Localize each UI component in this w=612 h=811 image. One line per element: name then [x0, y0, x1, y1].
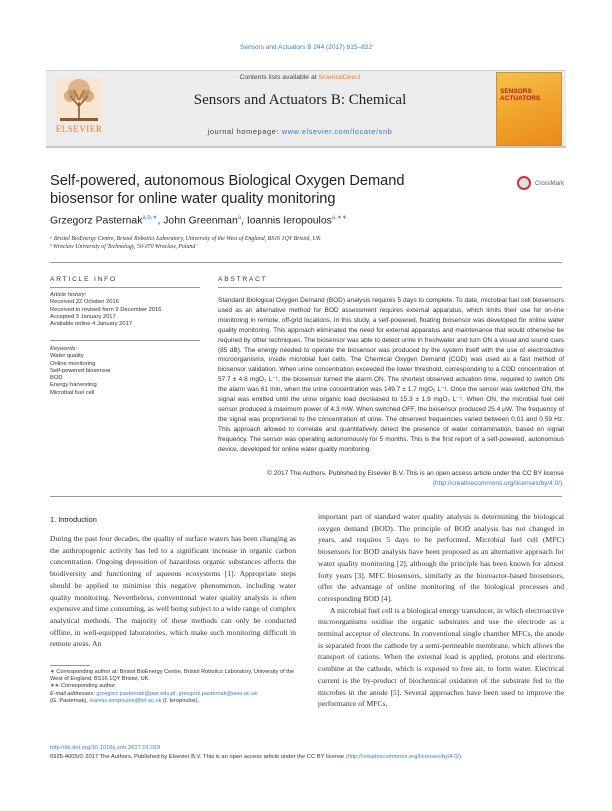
- author-affiliation-marker[interactable]: a,b,∗: [142, 215, 158, 221]
- issn-license-link[interactable]: (http://creativecommons.org/licenses/by/4.0/).: [345, 754, 463, 760]
- body-right-column: [318, 511, 564, 710]
- body-paragraph: important part of standard water quality analysis is determining the biological oxygen demand (BOD). The principle of BOD analysis has not changed in years, and requires 5 days to be performed. Microbial fuel cell (MFC) biosensors for BOD analysis have been proposed as an alternative approach for water quality monitoring [2], although the principle has been known for almost forty years [3]. MFC biosensors, similarly as the bioreactor-based biosensors, offer the advantage of online monitoring of the biological processes and corresponding BOD [4].: [318, 512, 564, 603]
- history-item: Received in revised form 9 December 2016: [50, 306, 162, 313]
- homepage-link[interactable]: www.elsevier.com/locate/snb: [281, 127, 393, 136]
- crossmark-label[interactable]: CrossMark: [535, 181, 565, 187]
- body-paragraph: A microbial fuel cell is a biological energy transducer, in which electroactive microorganisms oxidise the organic substrates and use the electrode as a terminal acceptor of electrons. In conventional single chamber MFCs, the anode is separated from the cathode by a semi-permeable membrane, which allows the transport of cations. When the external load is applied, protons and electrons combine at the cathode, which is exposed to free air, to form water. Electrical current is the by-product of biochemical oxidation of the substrate fed to the microbes in the anode [5]. Several approaches have been used to improve the performance of MFCs,: [318, 605, 564, 709]
- abstract-end-divider: [50, 496, 562, 497]
- section-heading-introduction: 1. Introduction: [50, 515, 97, 524]
- email-name: (I. Ieropoulos).: [161, 697, 200, 704]
- keyword: Water quality: [50, 353, 84, 360]
- article-title: Self-powered, autonomous Biological Oxygen Demand biosensor for online water quality monitoring: [50, 173, 405, 207]
- author-name[interactable]: Ioannis Ieropoulos: [246, 215, 332, 227]
- author-list: Grzegorz Pasternak$^{a,b,∗}$, John Greenman$^a$, Ioannis Ieropoulos$^{a,∗∗}$: [50, 215, 347, 227]
- keyword: BOD: [50, 375, 63, 382]
- homepage-prefix: journal homepage:: [207, 127, 282, 136]
- keyword: Microbial fuel cell: [50, 389, 95, 396]
- copyright-text: © 2017 The Authors. Published by Elsevier B.V. This is an open access article under the CC BY license: [267, 470, 564, 477]
- journal-homepage-line: [110, 127, 490, 136]
- abstract-heading: ABSTRACT: [218, 276, 268, 283]
- corresponding-author-note: ∗ Corresponding author at: Bristol BioEnergy Centre, Bristol Robotics Laboratory, University of the West of England, BS16 1QY Bristol, UK.: [50, 669, 294, 683]
- publisher-logo-text: ELSEVIER: [55, 124, 103, 134]
- body-left-paragraph: During the past four decades, the quality of surface waters has been changing as the anthropogenic activity has led to a significant increase in organic carbon concentration. Ongoing deposition of hazardous organic substances affects the biodiversity and functioning of aqueous ecosystems [1]. Appropriate steps should be applied to minimise this negative phenomenon, including water quality monitoring. Nevertheless, conventional water quality analysis is often expensive and time consuming, as well being subject to a wide range of complex analytical methods. The majority of these methods can only be conducted offline, in well-equipped laboratories, which make such monitoring difficult in remote areas. An: [50, 534, 296, 649]
- abstract-copyright: [218, 469, 564, 489]
- abstract-divider: [218, 287, 562, 288]
- email-attribution: [50, 698, 300, 705]
- email-label: E-mail addresses:: [50, 690, 97, 697]
- keyword: Energy harvesting: [50, 382, 97, 389]
- journal-reference[interactable]: Sensors and Actuators B 244 (2017) 815–822: [240, 44, 372, 51]
- author-name[interactable]: John Greenman: [163, 215, 238, 227]
- keywords-label: Keywords:: [50, 346, 78, 352]
- history-item: Available online 4 January 2017: [50, 321, 133, 328]
- email-addresses: [50, 691, 300, 698]
- contents-available-line: [110, 74, 490, 81]
- affiliation: ᵃ Bristol BioEnergy Centre, Bristol Robotics Laboratory, University of the West of England, BS16 1QY Bristol, UK: [50, 236, 321, 242]
- keywords: [50, 346, 200, 397]
- keyword: Self-powered biosensor: [50, 367, 111, 374]
- email-name: (G. Pasternak),: [50, 697, 90, 704]
- article-info-heading: ARTICLE INFO: [50, 276, 117, 283]
- author-affiliation-marker[interactable]: a: [237, 215, 242, 221]
- contents-prefix: Contents lists available at: [239, 74, 319, 81]
- affiliation: ᵇ Wroclaw University of Technology, 50-370 Wroclaw, Poland: [50, 244, 196, 250]
- journal-masthead: [46, 70, 566, 148]
- crossmark-icon[interactable]: [517, 176, 531, 190]
- history-item: Accepted 3 January 2017: [50, 313, 116, 320]
- issn-line: [50, 754, 570, 760]
- header-divider: [50, 262, 562, 263]
- author-name[interactable]: Grzegorz Pasternak: [50, 215, 143, 227]
- email-link[interactable]: grzegorz.pasternak@pwr.edu.pl, grzegorz.pasternak@uwe.ac.uk: [96, 690, 258, 697]
- history-item: Received 22 October 2016: [50, 299, 119, 306]
- license-link[interactable]: (http://creativecommons.org/licenses/by/4.0/).: [432, 479, 564, 487]
- doi-link[interactable]: http://dx.doi.org/10.1016/j.snb.2017.01.019: [50, 745, 161, 751]
- footnote-divider: [50, 665, 90, 666]
- abstract-text: Standard Biological Oxygen Demand (BOD) analysis requires 5 days to complete. To date, microbial fuel cell biosensors used as an alternative method for BOD assessment requires external apparatus, which limits their use for on-line monitoring in remote, off-grid locations. In this study, a self-powered, floating biosensor was developed for online water quality monitoring. This approach eliminated the need for external apparatus and maintenance that would otherwise be required by other techniques. The biosensor was able to detect urine in freshwater and turn ON a visual and sound cues (85 dB). The energy needed to operate the biosensor was produced by the system itself with the use of electroactive microorganisms, inside microbial fuel cells. The Chemical Oxygen Demand (COD) was used as a fast method of biosensor validation. When urine concentration exceeded the lower threshold, corresponding to a COD concentration of 57.7 ± 4.8 mgO₂ L⁻¹, the biosensor turned the alarm ON. The shortest observed actuation time, required to switch ON the alarm was 61 min, when the urine concentration was 149.7 ± 1.7 mgO₂ L⁻¹. Once the sensor was switched ON, the signal was emitted until the urine organic load decreased to 15.3 ± 1.9 mgO₂ L⁻¹. When ON, the microbial fuel cell sensor produced a maximum power of 4.3 mW. When switched OFF, the biosensor produced 25.4 μW. The frequency of the signal was proportional to the concentration of urine. The observed frequencies varied between 0.01 and 0.59 Hz. This approach allowed to correlate and quantitatively detect the presence of water contamination, based on signal frequency. The sensor was operating autonomously for 5 months. This is the first report of a self-powered, autonomous device, developed for online water quality monitoring.: [218, 297, 564, 453]
- email-link[interactable]: ioannis.ieropoulos@brl.ac.uk: [89, 697, 162, 704]
- corresponding-author-note: ∗∗ Corresponding author.: [50, 683, 117, 690]
- keyword: Online monitoring: [50, 360, 96, 367]
- cover-title: SENSORS ACTUATORS: [500, 88, 541, 102]
- author-affiliation-marker[interactable]: a,∗∗: [331, 215, 347, 221]
- journal-title: Sensors and Actuators B: Chemical: [193, 92, 407, 108]
- issn-text: 0925-4005/© 2017 The Authors. Published by Elsevier B.V. This is an open access article under the CC BY license: [50, 754, 346, 760]
- article-history: [50, 292, 200, 328]
- footnotes: [50, 669, 300, 705]
- journal-cover-thumbnail: [496, 72, 562, 146]
- sciencedirect-link[interactable]: ScienceDirect: [318, 74, 361, 81]
- history-label: Article history:: [50, 292, 87, 298]
- keywords-divider: [50, 340, 200, 341]
- info-divider: [50, 287, 200, 288]
